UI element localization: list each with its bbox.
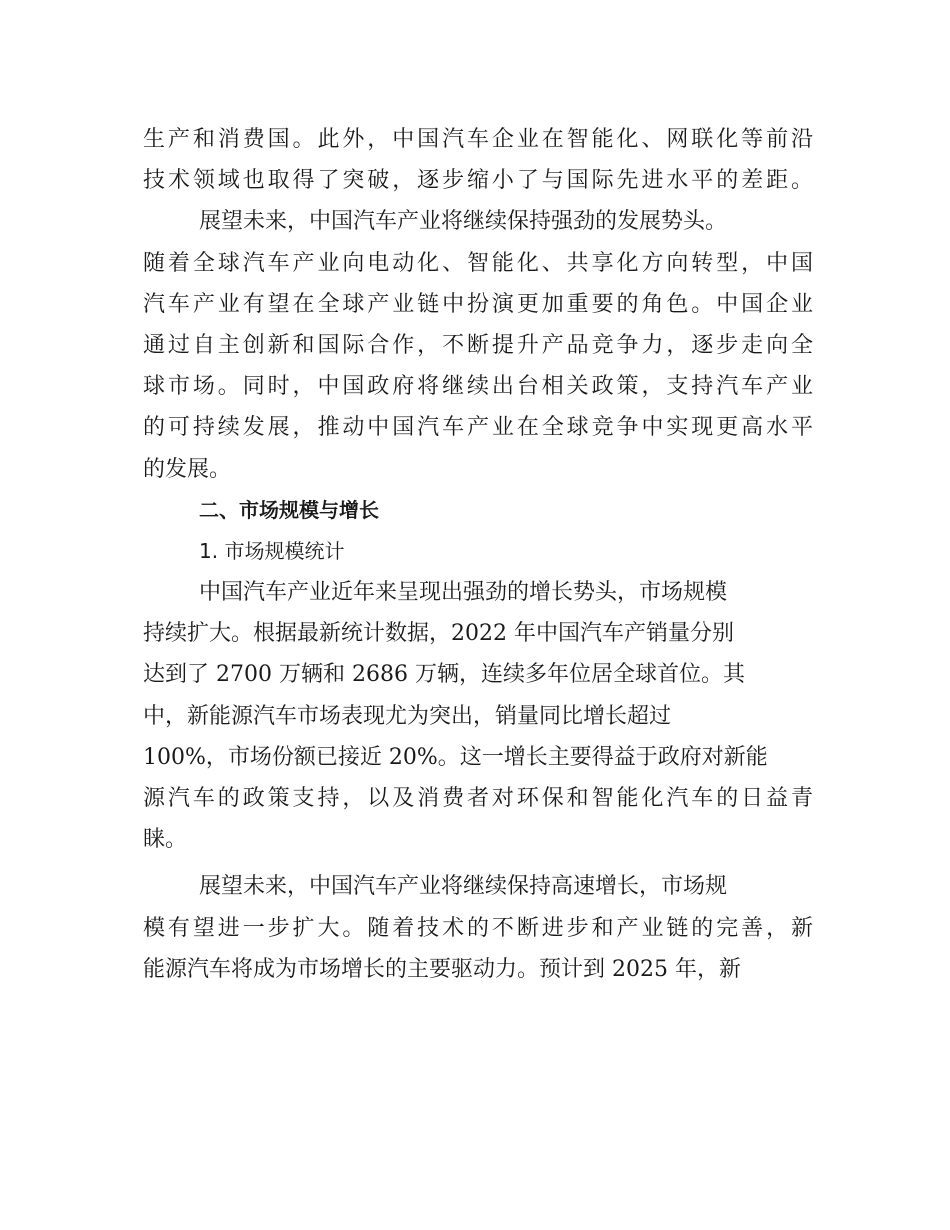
text-line: 100%，市场份额已接近 20%。这一增长主要得益于政府对新能: [143, 744, 768, 770]
text-line: 能源汽车将成为市场增长的主要驱动力。预计到 2025 年，新: [143, 956, 741, 982]
text-line: 展望未来，中国汽车产业将继续保持强劲的发展势头。: [199, 209, 728, 235]
text-line: 技术领域也取得了突破，逐步缩小了与国际先进水平的差距。: [143, 168, 813, 194]
text-line: 通过自主创新和国际合作，不断提升产品竞争力，逐步走向全: [143, 332, 813, 358]
text-line: 睐。: [143, 827, 188, 853]
paragraph-future-growth: [143, 866, 813, 990]
paragraph-market-size: [143, 572, 813, 860]
text-line: 随着全球汽车产业向电动化、智能化、共享化方向转型，中国: [143, 250, 813, 276]
section-heading: 二、市场规模与增长: [199, 497, 379, 522]
text-line: 中国汽车产业近年来呈现出强劲的增长势头，市场规模: [199, 580, 728, 606]
text-line: 达到了 2700 万辆和 2686 万辆，连续多年位居全球首位。其: [143, 662, 745, 688]
text-line: 生产和消费国。此外，中国汽车企业在智能化、网联化等前沿: [143, 127, 813, 152]
paragraph-outlook: [143, 201, 813, 489]
text-line: 的可持续发展，推动中国汽车产业在全球竞争中实现更高水平: [143, 415, 813, 441]
text-line: 球市场。同时，中国政府将继续出台相关政策，支持汽车产业: [143, 374, 813, 400]
text-line: 持续扩大。根据最新统计数据，2022 年中国汽车产销量分别: [143, 621, 734, 647]
text-line: 展望未来，中国汽车产业将继续保持高速增长，市场规: [199, 874, 728, 900]
text-line: 模有望进一步扩大。随着技术的不断进步和产业链的完善，新: [143, 915, 813, 941]
subsection-heading: 1. 市场规模统计: [199, 538, 345, 563]
document-body: [143, 119, 813, 990]
text-line: 中，新能源汽车市场表现尤为突出，销量同比增长超过: [143, 703, 672, 729]
text-line: 的发展。: [143, 456, 232, 482]
text-line: 源汽车的政策支持，以及消费者对环保和智能化汽车的日益青: [143, 786, 813, 811]
paragraph-continuation: [143, 119, 813, 201]
text-line: 汽车产业有望在全球产业链中扮演更加重要的角色。中国企业: [143, 291, 813, 317]
